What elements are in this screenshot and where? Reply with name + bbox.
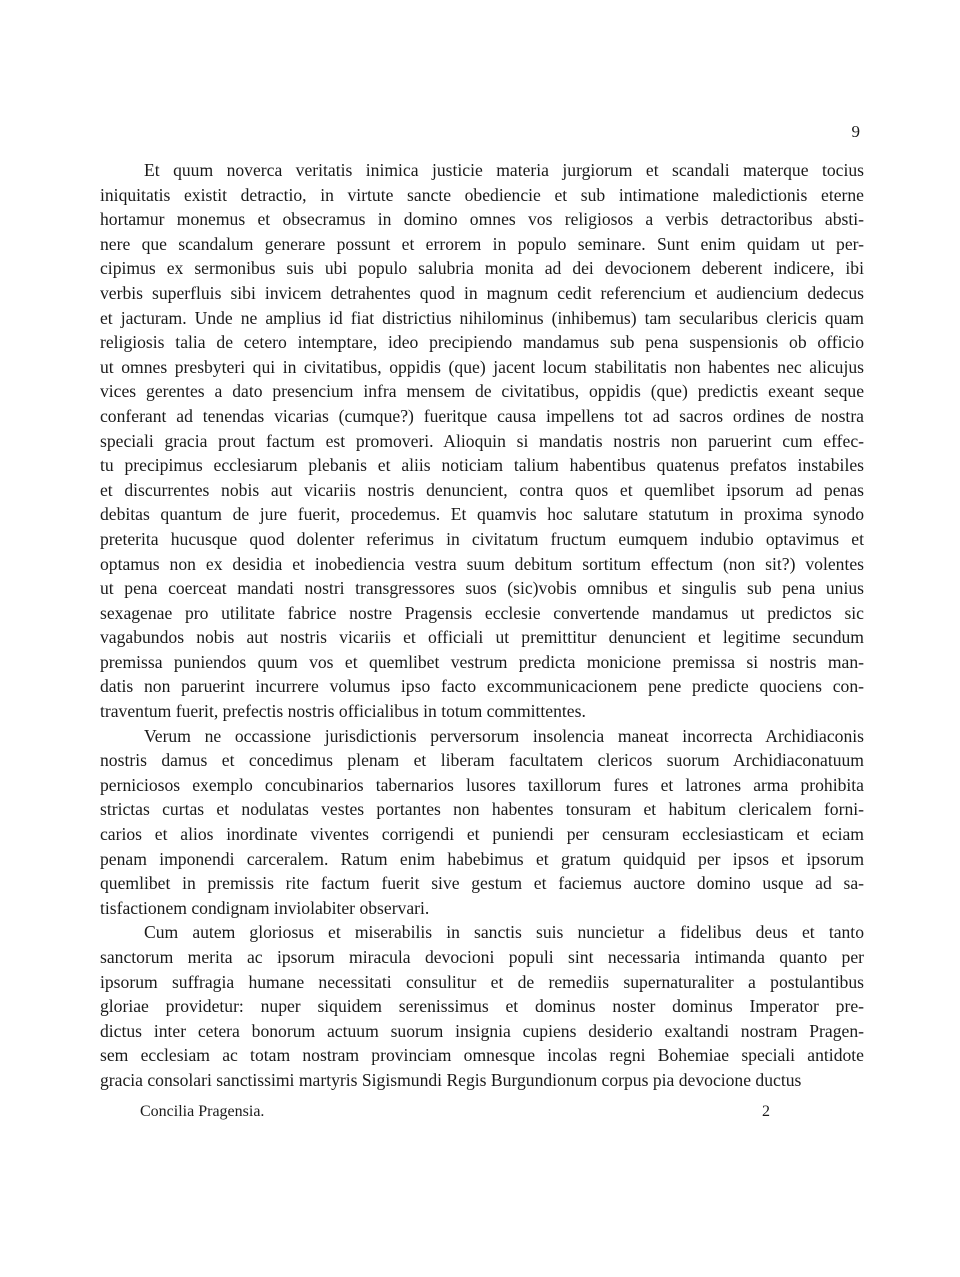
text-line: vagabundos nobis aut nostris vicariis et officiali ut premittitur denuncient et legitime secundum bbox=[100, 627, 864, 648]
text-line: vices gerentes a dato presencium infra mensem de civitatibus, oppidis (que) predictis exeant seque bbox=[100, 381, 864, 402]
document-body bbox=[100, 158, 864, 1093]
text-line: strictas curtas et nodulatas vestes portantes non habentes tonsuram et habitum clericalem forni- bbox=[100, 799, 864, 820]
text-line: datis non paruerint incurrere volumus ipso facto excommunicacionem pene predicte quociens con- bbox=[100, 676, 864, 697]
text-line: ut pena coerceat mandati nostri transgressores suos (sic)vobis omnibus et singulis sub pena unius bbox=[100, 578, 864, 599]
text-line: Et quum noverca veritatis inimica justicie materia jurgiorum et scandali materque tocius bbox=[144, 160, 864, 180]
paragraph bbox=[100, 158, 864, 724]
text-line: ipsorum suffragia humane necessitati consulitur et de remediis supernaturaliter a postulantibus bbox=[100, 971, 864, 992]
text-line: perniciosos exemplo concubinarios tabernarios lusores taxillorum fures et latrones arma prohibita bbox=[100, 774, 864, 795]
text-line: sexagenae pro utilitate fabrice nostre Pragensis ecclesie convertende mandamus ut predictos sic bbox=[100, 602, 864, 623]
text-line: nostris damus et concedimus plenam et liberam facultatem clericos suorum Archidiaconatuum bbox=[100, 750, 864, 771]
text-line: gloriae providetur: nuper siquidem serenissimus et dominus noster dominus Imperator pre- bbox=[100, 996, 864, 1017]
text-line: nere que scandalum generare possunt et errorem in populo seminare. Sunt enim quidam ut per- bbox=[100, 233, 864, 254]
text-line: tisfactionem condignam inviolabiter observari. bbox=[100, 897, 430, 918]
text-line: speciali gracia prout factum est promoveri. Alioquin si mandatis nostris non paruerint cum effec- bbox=[100, 430, 864, 451]
text-line: traventum fuerit, prefectis nostris officialibus in totum committentes. bbox=[100, 701, 586, 722]
text-line: et jacturam. Unde ne amplius id fiat districtius nihilominus (inhibemus) tam secularibus clericis quam bbox=[100, 307, 864, 328]
paragraph bbox=[100, 920, 864, 1092]
text-line: sanctorum merita ac ipsorum miracula devocioni populi sint necessaria intimanda quanto per bbox=[100, 947, 864, 967]
text-line: conferant ad tenendas vicarias (cumque?) fueritque causa impellens tot ad sacros ordines de nostra bbox=[100, 405, 864, 426]
signature-mark: 2 bbox=[762, 1103, 770, 1120]
text-line: Verum ne occassione jurisdictionis perversorum insolencia maneat incorrecta Archidiaconis bbox=[144, 725, 864, 746]
text-line: verbis superfluis sibi invicem detrahentes quod in magnum cedit referencium et audiencium dedecus bbox=[100, 282, 864, 303]
text-line: cipimus ex sermonibus suis ubi populo salubria monita ad dei devocionem deberent indicere, ibi bbox=[100, 258, 864, 279]
text-line: preterita hucusque quod dolenter referimus in civitatum fructum eumquem indubio optavimus et bbox=[100, 528, 864, 549]
text-line: optamus non ex desidia et inobediencia vestra suum debitum sortitum effectum (non sit?) volentes bbox=[100, 553, 864, 574]
text-line: religiosis talia de cetero intemptare, ideo precipiendo mandamus sub pena suspensionis ob officio bbox=[100, 332, 864, 353]
text-line: debitas quantum de jure fuerit, procedemus. Et quamvis hoc salutare statutum in proxima synodo bbox=[100, 504, 864, 525]
text-line: Cum autem gloriosus et miserabilis in sanctis suis nuncietur a fidelibus deus et tanto bbox=[144, 922, 864, 943]
paragraph bbox=[100, 724, 864, 921]
text-line: et discurrentes nobis aut vicariis nostris denuncient, contra quos et quemlibet ipsorum ad penas bbox=[100, 479, 864, 500]
footer-title: Concilia Pragensia. bbox=[140, 1103, 265, 1120]
text-line: iniquitatis existit detractio, in virtute sancte obediencie et sub intimatione maledictionis eterne bbox=[100, 184, 864, 205]
text-line: carios et alios inordinate viventes corrigendi et puniendi per censuram ecclesiasticam et eciam bbox=[100, 824, 864, 845]
text-line: penam imponendi carceralem. Ratum enim habebimus et gratum quidquid per ipsos et ipsorum bbox=[100, 848, 864, 869]
text-line: premissa puniendos quum vos et quemlibet vestrum predicta monicione premissa si nostris man- bbox=[100, 651, 864, 672]
text-line: dictus inter cetera bonorum actuum suorum insignia cupiens desiderio exaltandi nostram Pragen- bbox=[100, 1020, 864, 1041]
text-line: ut omnes presbyteri qui in civitatibus, oppidis (que) jacent locum stabilitatis non habentes nec alicujus bbox=[100, 356, 864, 377]
text-line: gracia consolari sanctissimi martyris Sigismundi Regis Burgundionum corpus pia devocione ductus bbox=[100, 1069, 802, 1090]
text-line: hortamur monemus et obsecramus in domino omnes vos religiosos a verbis detractoribus absti- bbox=[100, 209, 864, 230]
page-number: 9 bbox=[851, 122, 860, 141]
text-line: tu precipimus ecclesiarum plebanis et aliis noticiam talium habentibus quatenus prefatos instabiles bbox=[100, 455, 864, 476]
text-line: quemlibet in premissis rite factum fuerit sive gestum et faciemus auctore domino usque ad sa- bbox=[100, 873, 864, 894]
text-line: sem ecclesiam ac totam nostram provinciam omnesque incolas regni Bohemiae speciali antidote bbox=[100, 1045, 864, 1066]
